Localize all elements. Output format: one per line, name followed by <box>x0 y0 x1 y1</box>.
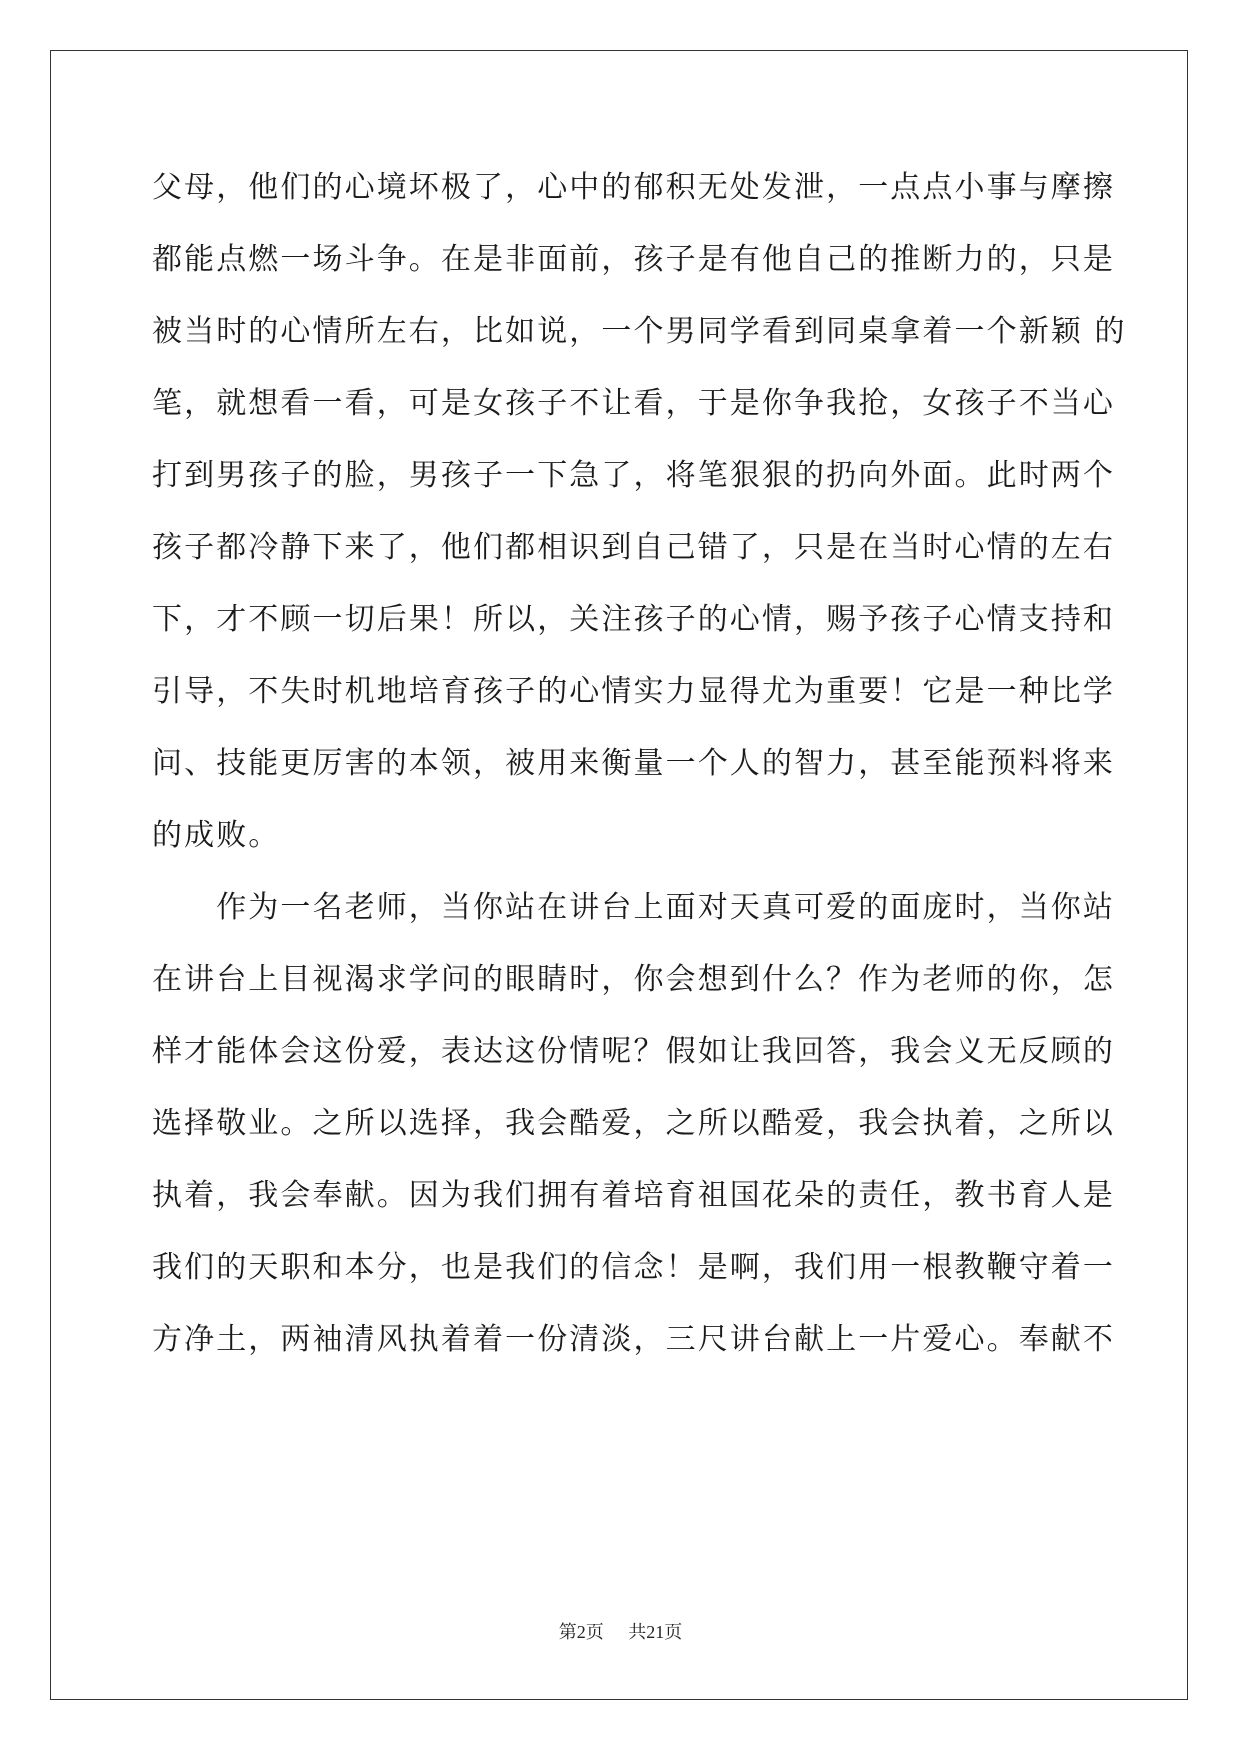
text-line: 方净土，两袖清风执着着一份清淡，三尺讲台献上一片爱心。奉献不 <box>152 1322 1115 1357</box>
text-line: 选择敬业。之所以选择，我会酷爱，之所以酷爱，我会执着，之所以 <box>152 1106 1115 1141</box>
text-line: 的成败。 <box>152 818 281 853</box>
text-line: 笔，就想看一看，可是女孩子不让看，于是你争我抢，女孩子不当心 <box>152 386 1115 421</box>
text-line: 问、技能更厉害的本领，被用来衡量一个人的智力，甚至能预料将来 <box>152 746 1115 781</box>
page-border <box>50 50 1188 1700</box>
text-line: 父母，他们的心境坏极了，心中的郁积无处发泄，一点点小事与摩擦 <box>152 170 1115 205</box>
text-line: 执着，我会奉献。因为我们拥有着培育祖国花朵的责任，教书育人是 <box>152 1178 1115 1213</box>
text-line: 作为一名老师，当你站在讲台上面对天真可爱的面庞时，当你站 <box>152 890 1115 925</box>
text-line: 引导，不失时机地培育孩子的心情实力显得尤为重要！它是一种比学 <box>152 674 1115 709</box>
text-line: 下，才不顾一切后果！所以，关注孩子的心情，赐予孩子心情支持和 <box>152 602 1115 637</box>
text-line: 样才能体会这份爱，表达这份情呢？假如让我回答，我会义无反顾的 <box>152 1034 1115 1069</box>
text-line: 被当时的心情所左右，比如说，一个男同学看到同桌拿着一个新颖 的 <box>152 314 1127 349</box>
text-line: 我们的天职和本分，也是我们的信念！是啊，我们用一根教鞭守着一 <box>152 1250 1115 1285</box>
text-line: 在讲台上目视渴求学问的眼睛时，你会想到什么？作为老师的你，怎 <box>152 962 1115 997</box>
text-line: 孩子都冷静下来了，他们都相识到自己错了，只是在当时心情的左右 <box>152 530 1115 565</box>
page-number: 第2页 <box>558 1622 604 1642</box>
text-line: 都能点燃一场斗争。在是非面前，孩子是有他自己的推断力的，只是 <box>152 242 1115 277</box>
text-line: 打到男孩子的脸，男孩子一下急了，将笔狠狠的扔向外面。此时两个 <box>152 458 1115 493</box>
page-footer <box>0 1621 1241 1643</box>
page-total: 共21页 <box>628 1622 683 1642</box>
